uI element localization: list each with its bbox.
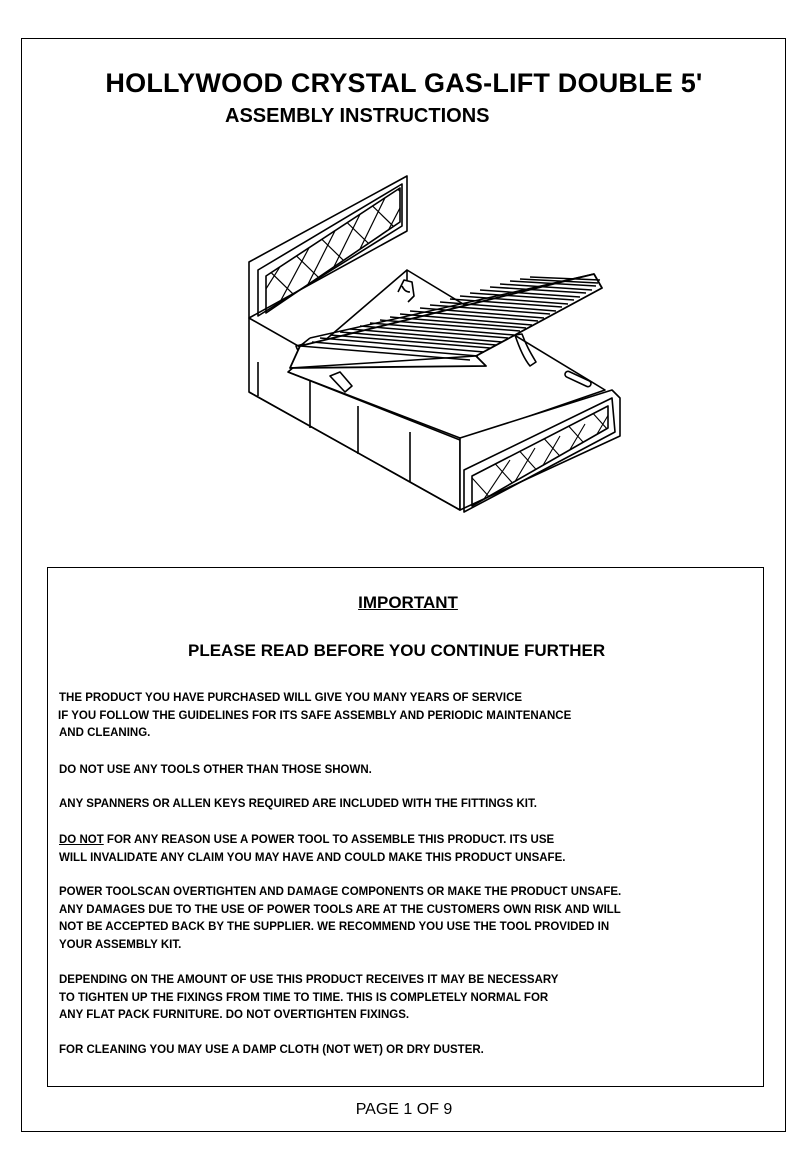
- paragraph-fixings: [59, 972, 558, 1025]
- important-heading: IMPORTANT: [358, 593, 458, 612]
- text-line: WILL INVALIDATE ANY CLAIM YOU MAY HAVE AND COULD MAKE THIS PRODUCT UNSAFE.: [59, 851, 566, 864]
- paragraph-power-tool: [59, 832, 565, 867]
- bed-illustration: [240, 168, 630, 550]
- product-title: HOLLYWOOD CRYSTAL GAS-LIFT DOUBLE 5': [105, 68, 703, 98]
- paragraph-spanners: [59, 796, 537, 814]
- text-line: TO TIGHTEN UP THE FIXINGS FROM TIME TO TIME. THIS IS COMPLETELY NORMAL FOR: [59, 991, 549, 1004]
- text-line: AND CLEANING.: [59, 727, 151, 739]
- important-notice-box: [47, 567, 764, 1087]
- text-line: ANY FLAT PACK FURNITURE. DO NOT OVERTIGHTEN FIXINGS.: [59, 1009, 410, 1021]
- text-line: FOR ANY REASON USE A POWER TOOL TO ASSEMBLE THIS PRODUCT. ITS USE: [103, 834, 555, 846]
- text-line: ANY SPANNERS OR ALLEN KEYS REQUIRED ARE INCLUDED WITH THE FITTINGS KIT.: [59, 798, 537, 810]
- text-line: FOR CLEANING YOU MAY USE A DAMP CLOTH (NOT WET) OR DRY DUSTER.: [59, 1044, 484, 1056]
- page-number: PAGE 1 OF 9: [355, 1101, 453, 1118]
- slatted-platform: [290, 274, 602, 368]
- text-line: POWER TOOLSCAN OVERTIGHTEN AND DAMAGE COMPONENTS OR MAKE THE PRODUCT UNSAFE.: [59, 886, 622, 898]
- text-line: ANY DAMAGES DUE TO THE USE OF POWER TOOLS ARE AT THE CUSTOMERS OWN RISK AND WILL: [59, 903, 621, 916]
- emphasis-do-not: DO NOT: [59, 834, 104, 846]
- text-line: THE PRODUCT YOU HAVE PURCHASED WILL GIVE YOU MANY YEARS OF SERVICE: [59, 692, 523, 704]
- paragraph-service: [59, 690, 571, 743]
- paragraph-cleaning: [59, 1042, 484, 1060]
- paragraph-tools: [59, 762, 372, 780]
- text-line: YOUR ASSEMBLY KIT.: [59, 938, 182, 951]
- document-subtitle: ASSEMBLY INSTRUCTIONS: [225, 105, 490, 127]
- paragraph-overtighten: [59, 884, 621, 954]
- text-line: IF YOU FOLLOW THE GUIDELINES FOR ITS SAFE ASSEMBLY AND PERIODIC MAINTENANCE: [58, 709, 572, 722]
- text-line: NOT BE ACCEPTED BACK BY THE SUPPLIER. WE RECOMMEND YOU USE THE TOOL PROVIDED IN: [59, 921, 610, 933]
- text-line: DEPENDING ON THE AMOUNT OF USE THIS PRODUCT RECEIVES IT MAY BE NECESSARY: [59, 974, 559, 986]
- important-subheading: PLEASE READ BEFORE YOU CONTINUE FURTHER: [188, 641, 606, 660]
- text-line: DO NOT USE ANY TOOLS OTHER THAN THOSE SHOWN.: [59, 764, 372, 776]
